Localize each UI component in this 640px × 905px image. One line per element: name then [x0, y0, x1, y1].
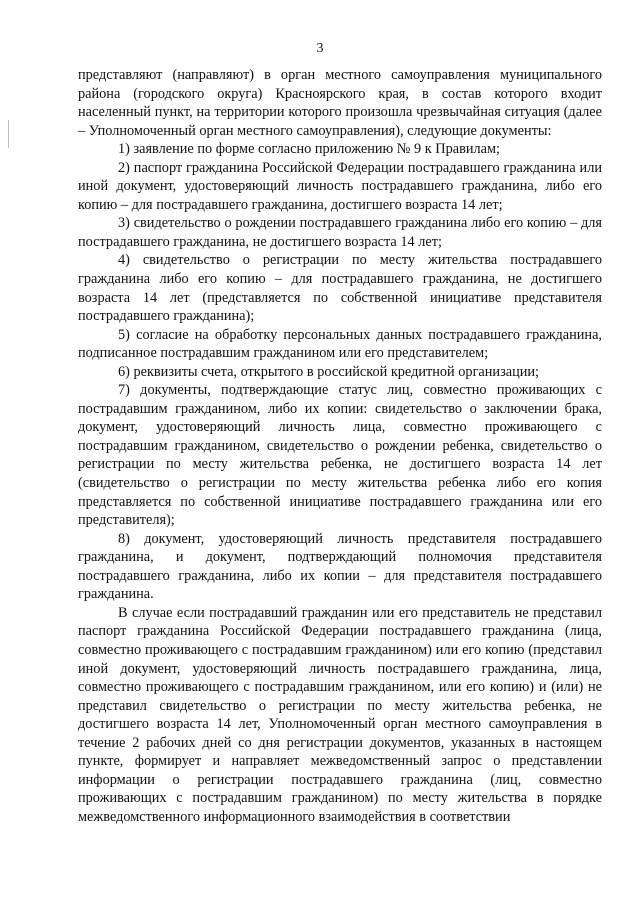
paragraph-intro: представляют (направляют) в орган местного самоуправления муниципального района (городского округа) Красноярского края, в состав которого входит населенный пункт, на территории которого произошла чрезвычайная ситуация (далее – Уполномоченный орган местного самоуправления), следующие документы:: [78, 67, 602, 139]
page-number: 3: [316, 41, 324, 56]
list-item-2: 2) паспорт гражданина Российской Федерации пострадавшего гражданина или иной документ, удостоверяющий личность пострадавшего гражданина, либо его копию – для пострадавшего гражданина, достигшего возраста 14 лет;: [78, 159, 602, 213]
list-item-7: 7) документы, подтверждающие статус лиц, совместно проживающих с пострадавшим гражданином, либо их копии: свидетельство о заключении брака, документ, удостоверяющий личность лица, совместно проживающего с пострадавшим гражданином, свидетельство о рождении ребенка, свидетельство о регистрации по месту жительства ребенка, не достигшего возраста 14 лет (свидетельство о регистрации по месту жительства ребенка либо его копия представляется по собственной инициативе пострадавшего гражданина или его представителя);: [78, 382, 602, 529]
list-item-5: 5) согласие на обработку персональных данных пострадавшего гражданина, подписанное пострадавшим гражданином или его представителем;: [78, 326, 602, 362]
list-item-4: 4) свидетельство о регистрации по месту жительства пострадавшего гражданина либо его копию – для пострадавшего гражданина, не достигшего возраста 14 лет (представляется по собственной инициативе представителя пострадавшего гражданина);: [78, 252, 602, 325]
scan-margin-mark: [8, 120, 9, 148]
list-item-1: 1) заявление по форме согласно приложению № 9 к Правилам;: [118, 141, 500, 158]
document-body: [78, 66, 602, 826]
paragraph-closing: В случае если пострадавший гражданин или его представитель не представил паспорт гражданина Российской Федерации пострадавшего гражданина (лица, совместно проживающего с пострадавшим гражданином) или его копию (представил иной документ, удостоверяющий личность пострадавшего гражданина, лица, совместно проживающего с пострадавшим гражданином, или его копию) и (или) не представил свидетельство о регистрации по месту жительства ребенка, не достигшего возраста 14 лет, Уполномоченный орган местного самоуправления в течение 2 рабочих дней со дня регистрации документов, указанных в настоящем пункте, формирует и направляет межведомственный запрос о представлении информации о регистрации пострадавшего гражданина (лиц, совместно проживающих с пострадавшим гражданином) по месту жительства в порядке межведомственного информационного взаимодействия в соответствии: [78, 604, 602, 825]
list-item-6: 6) реквизиты счета, открытого в российской кредитной организации;: [118, 363, 539, 380]
list-item-8: 8) документ, удостоверяющий личность представителя пострадавшего гражданина, и документ, подтверждающий полномочия представителя пострадавшего гражданина, либо их копии – для представителя пострадавшего гражданина.: [78, 530, 602, 603]
list-item-3: 3) свидетельство о рождении пострадавшего гражданина либо его копию – для пострадавшего гражданина, не достигшего возраста 14 лет;: [78, 215, 602, 250]
